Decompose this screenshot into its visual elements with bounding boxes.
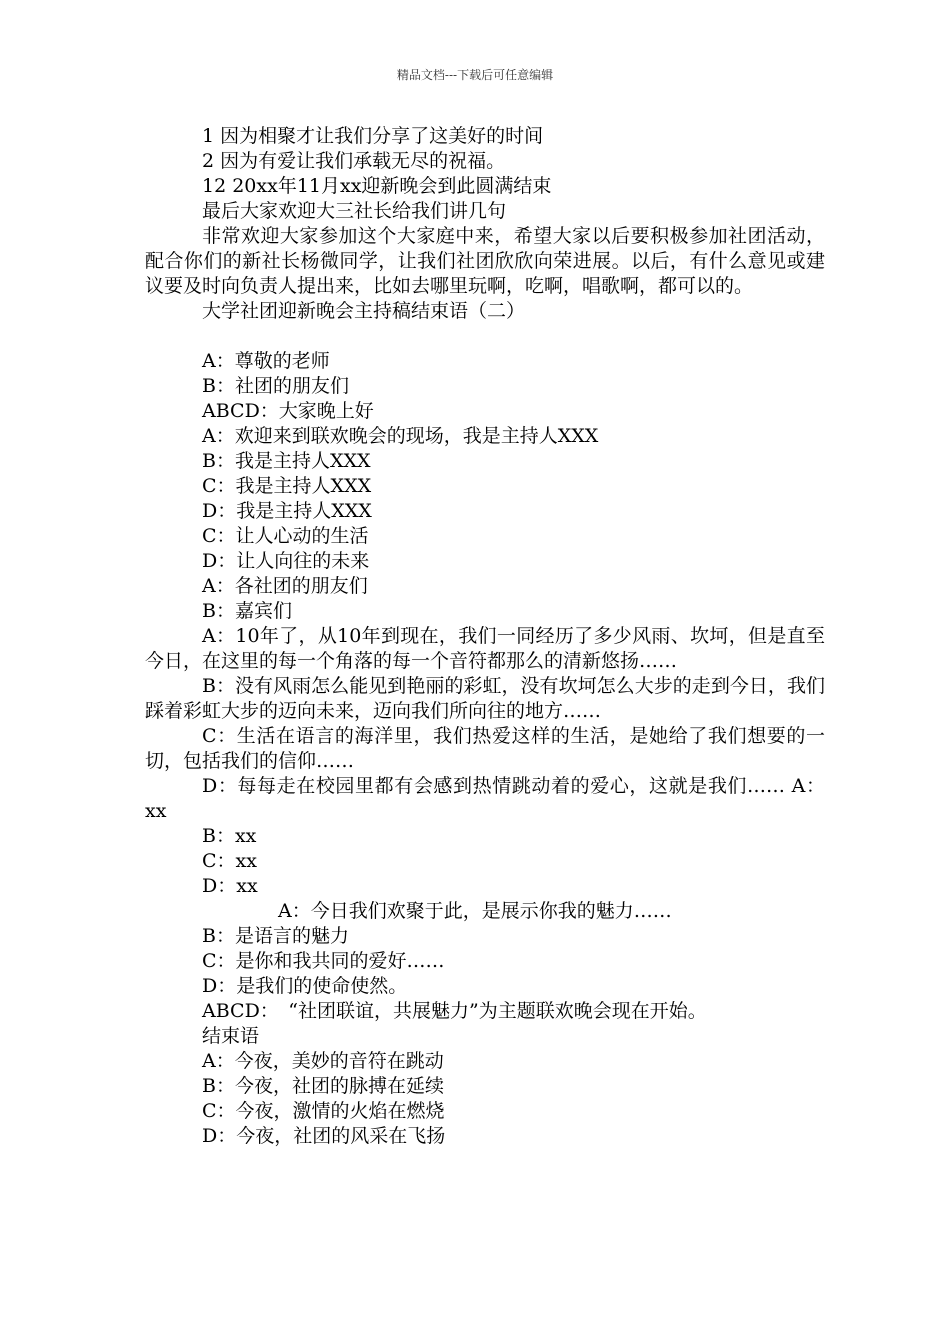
paragraph: 12 20xx年11月xx迎新晚会到此圆满结束 xyxy=(202,175,552,197)
paragraph: 非常欢迎大家参加这个大家庭中来，希望大家以后要积极参加社团活动，配合你们的新社长杨微同学，让我们社团欣欣向荣进展。以后，有什么意见或建议要及时向负责人提出来，比如去哪里玩啊，吃啊，唱歌啊，都可以的。 xyxy=(145,225,825,297)
dialogue-line: B：xx xyxy=(202,825,257,847)
paragraph: 1 因为相聚才让我们分享了这美好的时间 xyxy=(202,125,544,147)
dialogue-line: A：10年了，从10年到现在，我们一同经历了多少风雨、坎坷，但是直至今日，在这里的每一个角落的每一个音符都那么的清新悠扬…… xyxy=(145,625,825,672)
section-title: 大学社团迎新晚会主持稿结束语（二） xyxy=(202,300,526,322)
dialogue-line: A：尊敬的老师 xyxy=(202,350,330,372)
dialogue-line: ABCD：大家晚上好 xyxy=(202,400,374,422)
dialogue-line: B：我是主持人XXX xyxy=(202,450,371,472)
dialogue-line: B：社团的朋友们 xyxy=(202,375,349,397)
dialogue-line: B：没有风雨怎么能见到艳丽的彩虹，没有坎坷怎么大步的走到今日，我们踩着彩虹大步的迈向未来，迈向我们所向往的地方…… xyxy=(145,675,825,722)
dialogue-line: D：我是主持人XXX xyxy=(202,500,372,522)
dialogue-line: B：是语言的魅力 xyxy=(202,925,349,947)
dialogue-line: A：欢迎来到联欢晚会的现场，我是主持人XXX xyxy=(202,425,599,447)
paragraph: 2 因为有爱让我们承载无尽的祝福。 xyxy=(202,150,506,172)
dialogue-line: A：今夜，美妙的音符在跳动 xyxy=(202,1050,444,1072)
dialogue-line: A：各社团的朋友们 xyxy=(202,575,368,597)
paragraph: 最后大家欢迎大三社长给我们讲几句 xyxy=(202,200,507,222)
dialogue-line: B：嘉宾们 xyxy=(202,600,292,622)
dialogue-line: ABCD： “社团联谊，共展魅力”为主题联欢晚会现在开始。 xyxy=(202,1000,707,1022)
dialogue-line: C：是你和我共同的爱好…… xyxy=(202,950,445,972)
dialogue-line: A：今日我们欢聚于此，是展示你我的魅力…… xyxy=(278,900,672,922)
dialogue-line: B：今夜，社团的脉搏在延续 xyxy=(202,1075,444,1097)
dialogue-line: D：xx xyxy=(202,875,258,897)
dialogue-line: C：xx xyxy=(202,850,257,872)
dialogue-line: D：今夜，社团的风采在飞扬 xyxy=(202,1125,446,1147)
dialogue-line: D：让人向往的未来 xyxy=(202,550,370,572)
dialogue-line: C：我是主持人XXX xyxy=(202,475,372,497)
section-title: 结束语 xyxy=(202,1025,260,1047)
document-body xyxy=(145,124,825,1149)
page-header: 精品文档---下载后可任意编辑 xyxy=(396,68,554,82)
dialogue-line: C：生活在语言的海洋里，我们热爱这样的生活，是她给了我们想要的一切，包括我们的信仰…… xyxy=(145,725,825,772)
dialogue-line: C：让人心动的生活 xyxy=(202,525,369,547)
blank-line xyxy=(145,324,825,349)
dialogue-line: D：每每走在校园里都有会感到热情跳动着的爱心，这就是我们…… A：xx xyxy=(145,775,825,822)
dialogue-line: D：是我们的使命使然。 xyxy=(202,975,408,997)
dialogue-line: C：今夜，激情的火焰在燃烧 xyxy=(202,1100,445,1122)
